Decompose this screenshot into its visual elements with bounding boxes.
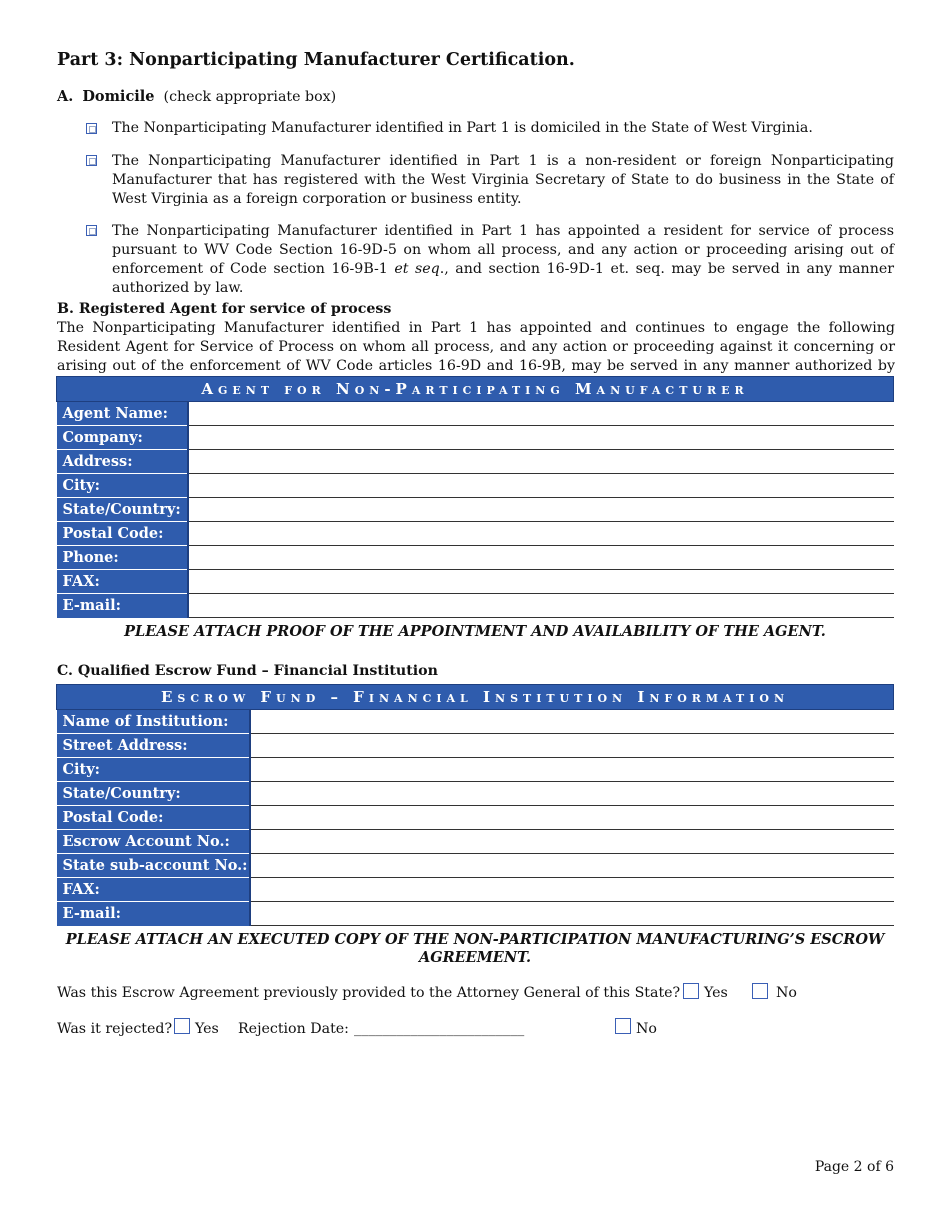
domicile-option-3 [112,222,894,298]
escrow-attach-note [56,931,894,967]
section-a-instruction: (check appropriate box) [163,89,337,105]
agent-row [57,426,894,450]
escrow-table-title: Escrow Fund – Financial Institution Information [57,685,894,710]
agent-field-label: Phone: [57,546,188,570]
domicile-option-2: The Nonparticipating Manufacturer identified in Part 1 is a non-resident or foreign Nonparticipating Manufacturer that has registered with the West Virginia Secretary of State to do business in the State of West Virginia as a foreign corporation or business entity. [112,153,894,207]
escrow-field-input[interactable] [250,734,894,758]
escrow-field-label: City: [57,758,250,782]
agent-field-input[interactable] [188,498,894,522]
escrow-field-label: FAX: [57,878,250,902]
agent-field-input[interactable] [188,570,894,594]
escrow-field-input[interactable] [250,758,894,782]
previously-provided-yes-checkbox[interactable] [683,983,699,999]
agent-field-input[interactable] [188,522,894,546]
domicile-wv-checkbox[interactable] [86,123,97,134]
rejected-yes-label: Yes [195,1021,219,1037]
agent-field-input[interactable] [188,546,894,570]
previously-provided-no-label: No [776,985,797,1001]
rejected-no-checkbox[interactable] [615,1018,631,1034]
escrow-field-input[interactable] [250,878,894,902]
agent-row [57,498,894,522]
agent-field-label: Address: [57,450,188,474]
escrow-row [57,758,894,782]
agent-field-input[interactable] [188,474,894,498]
escrow-field-input[interactable] [250,902,894,926]
escrow-field-input[interactable] [250,782,894,806]
agent-row [57,546,894,570]
escrow-field-label: E-mail: [57,902,250,926]
escrow-field-label: Street Address: [57,734,250,758]
previously-provided-no-checkbox[interactable] [752,983,768,999]
agent-field-label: City: [57,474,188,498]
agent-field-label: State/Country: [57,498,188,522]
agent-field-input[interactable] [188,402,894,426]
agent-row [57,522,894,546]
agent-field-input[interactable] [188,426,894,450]
escrow-row [57,710,894,734]
escrow-field-input[interactable] [250,854,894,878]
agent-field-label: E-mail: [57,594,188,618]
agent-row [57,474,894,498]
agent-row [57,594,894,618]
escrow-field-label: Escrow Account No.: [57,830,250,854]
section-c-heading: C. Qualified Escrow Fund – Financial Institution [57,663,438,679]
rejected-yes-checkbox[interactable] [174,1018,190,1034]
escrow-note-line-2: AGREEMENT. [418,949,532,966]
previously-provided-yes-label: Yes [704,985,728,1001]
question-previously-provided: Was this Escrow Agreement previously provided to the Attorney General of this State? [57,985,681,1001]
domicile-resident-agent-checkbox[interactable] [86,225,97,236]
agent-table [56,376,894,618]
escrow-field-label: Postal Code: [57,806,250,830]
domicile-option-1: The Nonparticipating Manufacturer identified in Part 1 is domiciled in the State of West Virginia. [112,120,813,136]
section-b-body: The Nonparticipating Manufacturer identified in Part 1 has appointed and continues to engage the following Resident Agent for Service of Process on whom all process, and any action or proceeding against it concerning or arising out of the enforcement of WV Code articles 16-9D and 16-9B, may be served in any manner authorized by [57,320,895,374]
rejection-date-label: Rejection Date: [238,1021,349,1037]
agent-row [57,570,894,594]
agent-attach-note: PLEASE ATTACH PROOF OF THE APPOINTMENT AND AVAILABILITY OF THE AGENT. [124,623,826,640]
escrow-row [57,734,894,758]
agent-field-input[interactable] [188,450,894,474]
rejection-date-field[interactable]: ________________________ [354,1021,525,1037]
question-rejected: Was it rejected? [57,1021,173,1037]
agent-field-label: Postal Code: [57,522,188,546]
escrow-row [57,806,894,830]
escrow-row [57,902,894,926]
escrow-row [57,830,894,854]
escrow-row [57,854,894,878]
domicile-foreign-checkbox[interactable] [86,155,97,166]
section-a-title: Domicile [82,88,155,105]
option-3-text-end: ., and section 16-9D-1 et. seq. may be served in any manner authorized by law. [112,261,895,296]
option-3-text: The Nonparticipating Manufacturer identified in Part 1 has appointed a resident for service of process pursuant to WV Code Section 16-9D-5 on whom all process, and any action or proceeding arising out of enforcement of Code section 16-9B-1 [112,223,894,277]
part-title: Part 3: Nonparticipating Manufacturer Certification. [57,50,575,70]
agent-field-input[interactable] [188,594,894,618]
escrow-field-input[interactable] [250,830,894,854]
section-a-heading [57,88,336,105]
escrow-table [56,684,894,926]
escrow-field-input[interactable] [250,806,894,830]
agent-table-title: Agent for Non-Participating Manufacturer [57,377,894,402]
escrow-field-label: Name of Institution: [57,710,250,734]
agent-row [57,450,894,474]
escrow-row [57,878,894,902]
escrow-field-label: State/Country: [57,782,250,806]
agent-row [57,402,894,426]
agent-field-label: Agent Name: [57,402,188,426]
section-b-heading: B. Registered Agent for service of process [57,301,392,317]
escrow-row [57,782,894,806]
agent-field-label: FAX: [57,570,188,594]
agent-field-label: Company: [57,426,188,450]
section-a-letter: A. [57,88,74,105]
escrow-note-line-1: PLEASE ATTACH AN EXECUTED COPY OF THE NON-PARTICIPATION MANUFACTURING’S ESCROW [65,931,885,948]
page-number: Page 2 of 6 [814,1159,894,1175]
rejected-no-label: No [636,1021,657,1037]
escrow-field-label: State sub-account No.: [57,854,250,878]
option-3-italic: et seq [394,261,440,277]
escrow-field-input[interactable] [250,710,894,734]
